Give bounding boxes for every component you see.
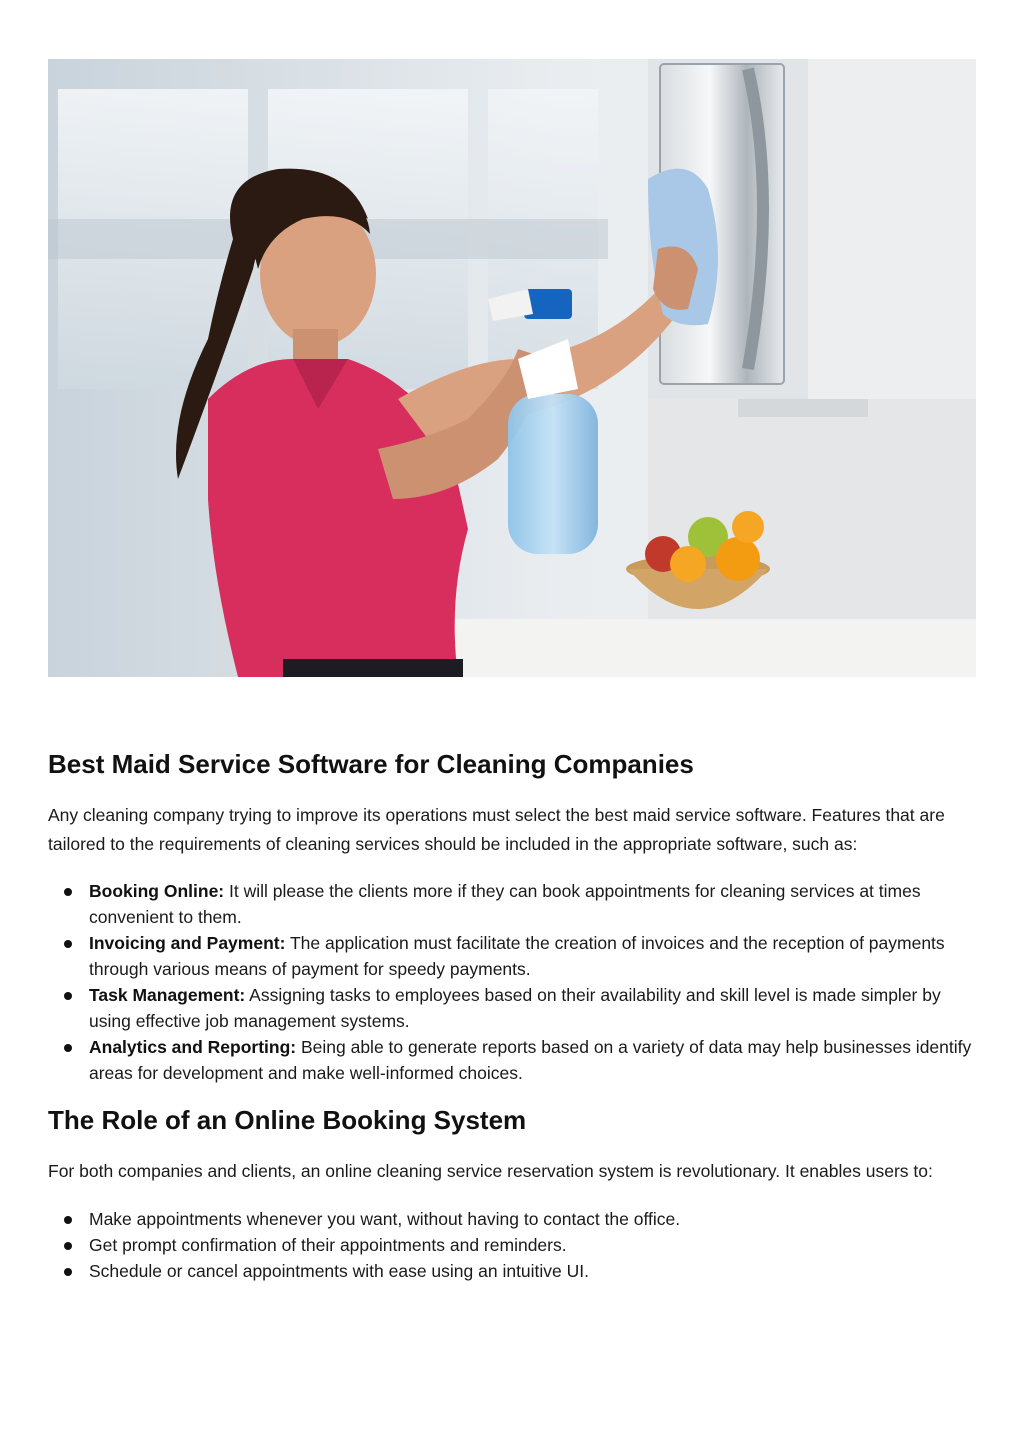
feature-item-analytics [48, 1034, 976, 1086]
article-body [48, 744, 976, 1284]
feature-text: Being able to generate reports based on a variety of data may help businesses identify areas for development and make well-informed choices. [89, 1037, 972, 1083]
feature-term: Task Management: [89, 985, 246, 1005]
feature-text: It will please the clients more if they can book appointments for cleaning services at times convenient to them. [89, 881, 921, 927]
feature-term: Booking Online: [89, 881, 225, 901]
bullet-icon [64, 940, 72, 948]
bullet-icon [64, 1242, 72, 1250]
feature-text: Assigning tasks to employees based on their availability and skill level is made simpler by using effective job management systems. [89, 985, 941, 1031]
section-heading-booking-system: The Role of an Online Booking System [48, 1105, 527, 1135]
bullet-icon [64, 992, 72, 1000]
section-intro-paragraph: For both companies and clients, an online cleaning service reservation system is revolutionary. It enables users to: [48, 1161, 933, 1181]
feature-term: Analytics and Reporting: [89, 1037, 297, 1057]
feature-item-booking [48, 878, 976, 930]
benefit-list [48, 1206, 976, 1284]
bullet-icon [64, 1044, 72, 1052]
list-item-text: Schedule or cancel appointments with ease using an intuitive UI. [89, 1260, 590, 1281]
section-heading-best-software: Best Maid Service Software for Cleaning Companies [48, 749, 694, 779]
bullet-icon [64, 1268, 72, 1276]
feature-item-task-management [48, 982, 976, 1034]
list-item [48, 1206, 976, 1232]
list-item [48, 1232, 976, 1258]
hero-photo [48, 59, 976, 677]
feature-term: Invoicing and Payment: [89, 933, 286, 953]
bullet-icon [64, 888, 72, 896]
feature-text: The application must facilitate the creation of invoices and the reception of payments through various means of payment for speedy payments. [89, 933, 945, 979]
bullet-icon [64, 1216, 72, 1224]
feature-list [48, 878, 976, 1086]
section-intro-paragraph: Any cleaning company trying to improve its operations must select the best maid service software. Features that are tailored to the requirements of cleaning services should be included in the appropriate software, such as: [48, 805, 945, 854]
hero-image [48, 59, 976, 677]
list-item-text: Make appointments whenever you want, without having to contact the office. [89, 1208, 681, 1229]
list-item [48, 1258, 976, 1284]
list-item-text: Get prompt confirmation of their appointments and reminders. [89, 1234, 567, 1255]
feature-item-invoicing [48, 930, 976, 982]
